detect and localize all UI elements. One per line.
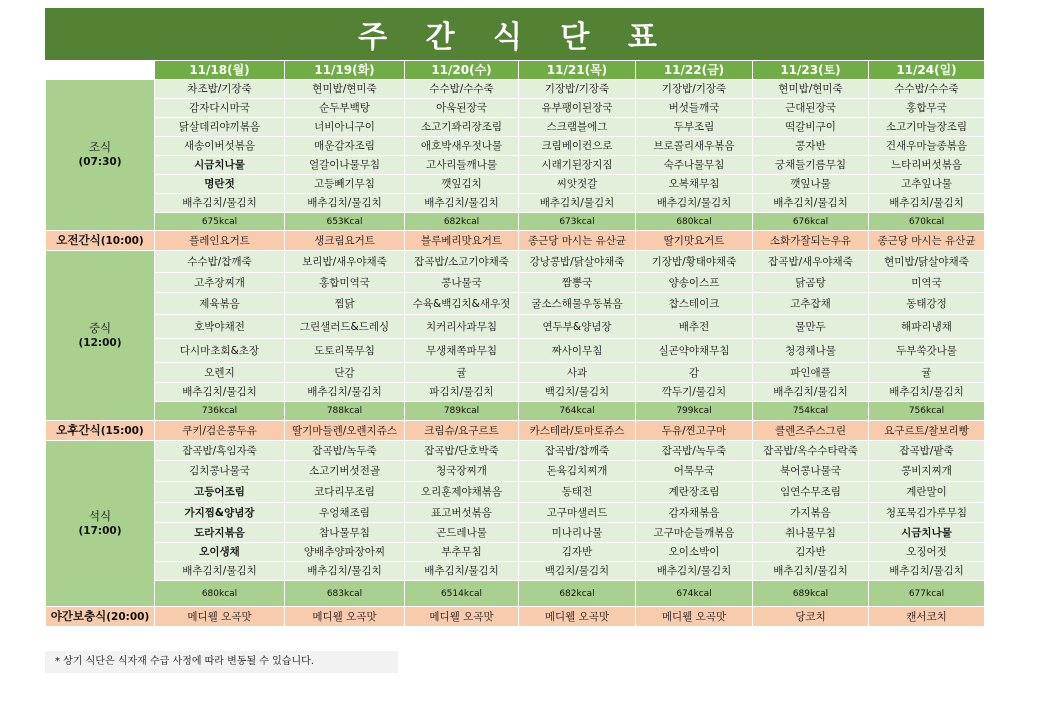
kcal-value: 788kcal (285, 402, 405, 421)
menu-row (46, 80, 985, 99)
menu-item: 우엉채조림 (285, 503, 405, 523)
menu-item: 오이소박이 (636, 543, 753, 562)
kcal-value: 764kcal (519, 402, 636, 421)
snack-item: 종근당 마시는 유산균 (519, 231, 636, 251)
kcal-value: 682kcal (405, 213, 519, 231)
menu-item: 파인애플 (753, 363, 869, 383)
snack-item: 클렌즈주스그린 (753, 421, 869, 441)
menu-item: 명란젓 (155, 175, 285, 194)
menu-item: 배추김치/물김치 (869, 194, 985, 213)
snack-item: 쿠키/검은콩두유 (155, 421, 285, 441)
menu-item: 고등빼기무침 (285, 175, 405, 194)
menu-row (46, 523, 985, 543)
menu-item: 양배추양파장아찌 (285, 543, 405, 562)
menu-item: 차조밥/기장죽 (155, 80, 285, 99)
menu-item: 소고기버섯전골 (285, 461, 405, 482)
menu-item: 버섯들깨국 (636, 99, 753, 118)
snack-item: 카스테라/토마토쥬스 (519, 421, 636, 441)
menu-item: 배추김치/물김치 (636, 562, 753, 581)
menu-row (46, 503, 985, 523)
menu-item: 아욱된장국 (405, 99, 519, 118)
menu-row (46, 118, 985, 137)
menu-item: 오렌지 (155, 363, 285, 383)
menu-row (46, 562, 985, 581)
kcal-value: 670kcal (869, 213, 985, 231)
menu-item: 강낭콩밥/닭살야채죽 (519, 251, 636, 273)
menu-item: 두부조림 (636, 118, 753, 137)
menu-item: 두부쑥갓나물 (869, 339, 985, 363)
meal-name: 오전간식 (56, 232, 101, 247)
menu-item: 너비아니구이 (285, 118, 405, 137)
header-corner (46, 61, 155, 80)
menu-item: 수수밥/찹깨죽 (155, 251, 285, 273)
menu-item: 닭곰탕 (753, 273, 869, 293)
menu-item: 북어콩나물국 (753, 461, 869, 482)
menu-item: 오징어젓 (869, 543, 985, 562)
kcal-value: 680kcal (636, 213, 753, 231)
menu-item: 다시마초회&초장 (155, 339, 285, 363)
menu-item: 잡곡밥/팥죽 (869, 441, 985, 461)
menu-row (46, 383, 985, 402)
kcal-value: 789kcal (405, 402, 519, 421)
menu-item: 사과 (519, 363, 636, 383)
menu-item: 기장밥/황태야채죽 (636, 251, 753, 273)
menu-item: 고추장찌개 (155, 273, 285, 293)
menu-item: 양송이스프 (636, 273, 753, 293)
menu-item: 스크램블에그 (519, 118, 636, 137)
menu-item: 참나물무침 (285, 523, 405, 543)
menu-row (46, 194, 985, 213)
menu-item: 배추김치/물김치 (155, 562, 285, 581)
menu-item: 미역국 (869, 273, 985, 293)
menu-item: 김자반 (519, 543, 636, 562)
meal-label-pm_snack (46, 421, 155, 441)
menu-item: 느타리버섯볶음 (869, 156, 985, 175)
menu-row (46, 363, 985, 383)
menu-item: 기장밥/기장죽 (636, 80, 753, 99)
menu-item: 떡갈비구이 (753, 118, 869, 137)
menu-item: 배추김치/물김치 (753, 562, 869, 581)
menu-item: 단감 (285, 363, 405, 383)
menu-item: 시금치나물 (155, 156, 285, 175)
meal-label-night_snack (46, 607, 155, 627)
snack-item: 메디웰 오곡맛 (405, 607, 519, 627)
menu-item: 고구마순들깨볶음 (636, 523, 753, 543)
meal-time: (15:00) (100, 424, 144, 437)
menu-item: 오복채무침 (636, 175, 753, 194)
snack-item: 당코치 (753, 607, 869, 627)
menu-item: 배추전 (636, 315, 753, 339)
menu-item: 그린샐러드&드레싱 (285, 315, 405, 339)
menu-item: 잡곡밥/녹두죽 (285, 441, 405, 461)
meal-label-dinner (46, 441, 155, 607)
snack-item: 딸기마들렌/오렌지쥬스 (285, 421, 405, 441)
menu-item: 치커리사과무침 (405, 315, 519, 339)
menu-item: 가지찜&양념장 (155, 503, 285, 523)
menu-item: 오리훈제야채볶음 (405, 482, 519, 503)
menu-item: 홍합무국 (869, 99, 985, 118)
day-header: 11/21(목) (519, 61, 636, 80)
menu-item: 현미밥/현미죽 (285, 80, 405, 99)
snack-item: 소화가잘되는우유 (753, 231, 869, 251)
kcal-value: 653Kcal (285, 213, 405, 231)
menu-item: 가지볶음 (753, 503, 869, 523)
snack-item: 블루베리맛요거트 (405, 231, 519, 251)
kcal-row (46, 402, 985, 421)
day-header: 11/22(금) (636, 61, 753, 80)
snack-item: 메디웰 오곡맛 (519, 607, 636, 627)
snack-item: 메디웰 오곡맛 (636, 607, 753, 627)
menu-item: 잡곡밥/소고기야채죽 (405, 251, 519, 273)
menu-item: 귤 (405, 363, 519, 383)
menu-item: 배추김치/물김치 (869, 383, 985, 402)
menu-item: 근대된장국 (753, 99, 869, 118)
snack-item: 플레인요거트 (155, 231, 285, 251)
menu-item: 김치콩나물국 (155, 461, 285, 482)
menu-item: 배추김치/물김치 (869, 562, 985, 581)
menu-row (46, 461, 985, 482)
weekly-menu (45, 8, 984, 627)
snack-item: 종근당 마시는 유산균 (869, 231, 985, 251)
snack-item: 생크림요거트 (285, 231, 405, 251)
meal-time: (12:00) (78, 336, 122, 349)
menu-item: 크림베이컨으로 (519, 137, 636, 156)
kcal-value: 676kcal (753, 213, 869, 231)
menu-item: 제육볶음 (155, 293, 285, 315)
menu-item: 코다리무조림 (285, 482, 405, 503)
snack-item: 크림슈/요구르트 (405, 421, 519, 441)
day-header: 11/19(화) (285, 61, 405, 80)
menu-item: 동태전 (519, 482, 636, 503)
menu-item: 잡곡밥/단호박죽 (405, 441, 519, 461)
kcal-row (46, 581, 985, 607)
menu-row (46, 99, 985, 118)
meal-name: 석식 (88, 508, 112, 523)
snack-item: 두유/찐고구마 (636, 421, 753, 441)
menu-item: 배추김치/물김치 (636, 194, 753, 213)
meal-name: 오후간식 (56, 422, 101, 437)
menu-item: 브로콜리새우볶음 (636, 137, 753, 156)
kcal-value: 736kcal (155, 402, 285, 421)
menu-item: 배추김치/물김치 (405, 562, 519, 581)
menu-item: 배추김치/물김치 (753, 194, 869, 213)
menu-item: 궁채들기름무침 (753, 156, 869, 175)
menu-item: 오이생채 (155, 543, 285, 562)
menu-item: 현미밥/닭살야채죽 (869, 251, 985, 273)
menu-item: 계란말이 (869, 482, 985, 503)
kcal-value: 674kcal (636, 581, 753, 607)
menu-row (46, 137, 985, 156)
snack-row-am_snack (46, 231, 985, 251)
menu-item: 깻잎김치 (405, 175, 519, 194)
menu-item: 시래기된장지짐 (519, 156, 636, 175)
meal-label-breakfast (46, 80, 155, 231)
kcal-value: 689kcal (753, 581, 869, 607)
snack-item: 요구르트/찰보리빵 (869, 421, 985, 441)
kcal-value: 680kcal (155, 581, 285, 607)
menu-item: 배추김치/물김치 (155, 194, 285, 213)
menu-item: 보리밥/새우야채죽 (285, 251, 405, 273)
menu-item: 도라지볶음 (155, 523, 285, 543)
menu-item: 미나리나물 (519, 523, 636, 543)
menu-item: 수수밥/수수죽 (869, 80, 985, 99)
menu-item: 청포묵김가루무침 (869, 503, 985, 523)
menu-item: 찜닭 (285, 293, 405, 315)
menu-item: 청경채나물 (753, 339, 869, 363)
meal-time: (17:00) (78, 524, 122, 537)
snack-item: 캔서코치 (869, 607, 985, 627)
menu-item: 건새우마늘종볶음 (869, 137, 985, 156)
menu-item: 얼갈이나물무침 (285, 156, 405, 175)
menu-item: 동태강정 (869, 293, 985, 315)
page-title: 주 간 식 단 표 (45, 8, 984, 60)
snack-item: 메디웰 오곡맛 (285, 607, 405, 627)
menu-item: 시금치나물 (869, 523, 985, 543)
menu-item: 잡곡밥/찹깨죽 (519, 441, 636, 461)
menu-row (46, 273, 985, 293)
meal-label-lunch (46, 251, 155, 421)
menu-row (46, 251, 985, 273)
meal-name: 조식 (88, 140, 112, 154)
kcal-value: 754kcal (753, 402, 869, 421)
menu-item: 돈육김치찌개 (519, 461, 636, 482)
menu-item: 콩비지찌개 (869, 461, 985, 482)
menu-item: 애호박새우젓나물 (405, 137, 519, 156)
menu-row (46, 441, 985, 461)
day-header: 11/20(수) (405, 61, 519, 80)
menu-item: 배추김치/물김치 (285, 194, 405, 213)
menu-item: 감 (636, 363, 753, 383)
menu-item: 고추잡채 (753, 293, 869, 315)
menu-item: 무생채쪽파무침 (405, 339, 519, 363)
menu-item: 계란장조림 (636, 482, 753, 503)
menu-item: 매운감자조림 (285, 137, 405, 156)
menu-item: 새송이버섯볶음 (155, 137, 285, 156)
menu-item: 고등어조림 (155, 482, 285, 503)
snack-item: 딸기맛요거트 (636, 231, 753, 251)
menu-item: 굴소스해물우동볶음 (519, 293, 636, 315)
menu-item: 짬뽕국 (519, 273, 636, 293)
menu-item: 닭살데리야끼볶음 (155, 118, 285, 137)
meal-time: (10:00) (100, 234, 144, 247)
meal-time: (20:00) (106, 610, 150, 623)
menu-table (45, 60, 985, 627)
menu-item: 어묵무국 (636, 461, 753, 482)
menu-item: 물만두 (753, 315, 869, 339)
menu-item: 현미밥/현미죽 (753, 80, 869, 99)
menu-item: 홍합미역국 (285, 273, 405, 293)
menu-item: 고추잎나물 (869, 175, 985, 194)
menu-item: 배추김치/물김치 (519, 194, 636, 213)
menu-item: 취나물무침 (753, 523, 869, 543)
menu-item: 깍두기/물김치 (636, 383, 753, 402)
menu-item: 소고기마늘장조림 (869, 118, 985, 137)
menu-item: 백김치/물김치 (519, 383, 636, 402)
snack-row-pm_snack (46, 421, 985, 441)
menu-row (46, 156, 985, 175)
kcal-value: 682kcal (519, 581, 636, 607)
menu-item: 수육&백김치&새우젓 (405, 293, 519, 315)
meal-label-am_snack (46, 231, 155, 251)
menu-item: 배추김치/물김치 (285, 383, 405, 402)
menu-row (46, 543, 985, 562)
menu-item: 기장밥/기장죽 (519, 80, 636, 99)
kcal-value: 6514kcal (405, 581, 519, 607)
menu-item: 실곤약야채무침 (636, 339, 753, 363)
snack-row-night_snack (46, 607, 985, 627)
menu-item: 임연수무조림 (753, 482, 869, 503)
menu-item: 배추김치/물김치 (753, 383, 869, 402)
menu-item: 잡곡밥/흑임자죽 (155, 441, 285, 461)
menu-item: 연두부&양념장 (519, 315, 636, 339)
menu-row (46, 315, 985, 339)
meal-name: 중식 (88, 320, 112, 335)
day-header: 11/18(월) (155, 61, 285, 80)
menu-item: 청국장찌개 (405, 461, 519, 482)
menu-item: 잡곡밥/옥수수타락죽 (753, 441, 869, 461)
meal-name: 야간보충식 (50, 608, 107, 623)
menu-item: 고구마샐러드 (519, 503, 636, 523)
menu-item: 김자반 (753, 543, 869, 562)
menu-item: 표고버섯볶음 (405, 503, 519, 523)
menu-item: 짜사이무침 (519, 339, 636, 363)
menu-item: 수수밥/수수죽 (405, 80, 519, 99)
menu-row (46, 482, 985, 503)
menu-item: 배추김치/물김치 (285, 562, 405, 581)
menu-row (46, 339, 985, 363)
day-header: 11/24(일) (869, 61, 985, 80)
menu-item: 감자채볶음 (636, 503, 753, 523)
day-header-row (46, 61, 985, 80)
snack-item: 메디웰 오곡맛 (155, 607, 285, 627)
menu-item: 귤 (869, 363, 985, 383)
menu-item: 배추김치/물김치 (405, 194, 519, 213)
menu-item: 배추김치/물김치 (155, 383, 285, 402)
menu-item: 깻잎나물 (753, 175, 869, 194)
menu-item: 호박야채전 (155, 315, 285, 339)
menu-item: 찹스테이크 (636, 293, 753, 315)
menu-item: 유부팽이된장국 (519, 99, 636, 118)
menu-item: 백김치/물김치 (519, 562, 636, 581)
menu-item: 잡곡밥/새우야채죽 (753, 251, 869, 273)
menu-item: 도토리묵무침 (285, 339, 405, 363)
menu-item: 잡곡밥/녹두죽 (636, 441, 753, 461)
menu-item: 감자다시마국 (155, 99, 285, 118)
kcal-row (46, 213, 985, 231)
menu-note: * 상기 식단은 식자재 수급 사정에 따라 변동될 수 있습니다. (45, 651, 398, 673)
menu-item: 해파리냉채 (869, 315, 985, 339)
menu-row (46, 175, 985, 194)
meal-time: (07:30) (78, 156, 122, 168)
menu-item: 곤드레나물 (405, 523, 519, 543)
menu-item: 순두부백탕 (285, 99, 405, 118)
kcal-value: 756kcal (869, 402, 985, 421)
kcal-value: 673kcal (519, 213, 636, 231)
kcal-value: 675kcal (155, 213, 285, 231)
day-header: 11/23(토) (753, 61, 869, 80)
menu-item: 고사리들깨나물 (405, 156, 519, 175)
menu-row (46, 293, 985, 315)
menu-item: 숙주나물무침 (636, 156, 753, 175)
kcal-value: 799kcal (636, 402, 753, 421)
menu-item: 콩나물국 (405, 273, 519, 293)
menu-item: 씨앗젓갈 (519, 175, 636, 194)
kcal-value: 683kcal (285, 581, 405, 607)
menu-item: 부추무침 (405, 543, 519, 562)
kcal-value: 677kcal (869, 581, 985, 607)
menu-item: 파김치/물김치 (405, 383, 519, 402)
menu-item: 소고기꽈리장조림 (405, 118, 519, 137)
menu-item: 콩자반 (753, 137, 869, 156)
